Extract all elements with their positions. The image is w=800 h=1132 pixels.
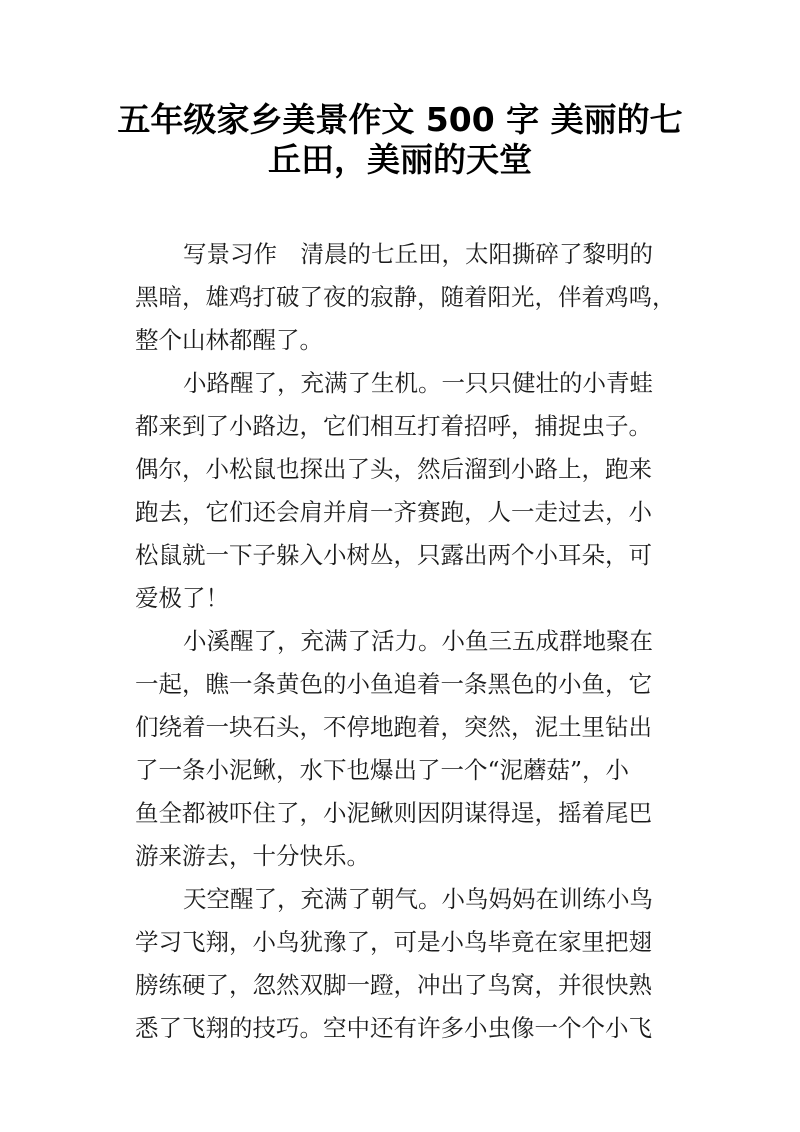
title-line: 丘田，美丽的天堂 (268, 140, 532, 179)
paragraph-line: 一起，瞧一条黄色的小鱼追着一条黑色的小鱼，它 (135, 670, 652, 698)
paragraph-line: 鱼全都被吓住了，小泥鳅则因阴谋得逞，摇着尾巴 (135, 799, 652, 827)
paragraph-line: 跑去，它们还会肩并肩一齐赛跑，人一走过去，小 (135, 498, 652, 526)
document-title (100, 100, 700, 180)
paragraph-line: 整个山林都醒了。 (135, 326, 323, 354)
paragraph-line: 学习飞翔，小鸟犹豫了，可是小鸟毕竟在家里把翅 (135, 928, 652, 956)
paragraph-line: 爱极了！ (135, 584, 229, 612)
paragraph-line: 了一条小泥鳅，水下也爆出了一个“泥蘑菇”，小 (135, 756, 630, 784)
paragraph-line: 悉了飞翔的技巧。空中还有许多小虫像一个个小飞 (135, 1014, 652, 1042)
paragraph-line: 黑暗，雄鸡打破了夜的寂静，随着阳光，伴着鸡鸣， (135, 283, 676, 311)
paragraph (135, 620, 695, 878)
paragraph-line: 松鼠就一下子躲入小树丛，只露出两个小耳朵，可 (135, 541, 652, 569)
paragraph-line: 偶尔，小松鼠也探出了头，然后溜到小路上，跑来 (135, 455, 652, 483)
title-line: 五年级家乡美景作文 500 字 美丽的七 (117, 100, 683, 139)
paragraph-line: 们绕着一块石头，不停地跑着，突然，泥土里钻出 (135, 713, 652, 741)
paragraph-line: 小溪醒了，充满了活力。小鱼三五成群地聚在 (183, 627, 653, 655)
paragraph (135, 878, 695, 1050)
paragraph-line: 小路醒了，充满了生机。一只只健壮的小青蛙 (183, 369, 653, 397)
paragraph-line: 膀练硬了，忽然双脚一蹬，冲出了鸟窝，并很快熟 (135, 971, 652, 999)
paragraph-line: 都来到了小路边，它们相互打着招呼，捕捉虫子。 (135, 412, 652, 440)
paragraph-line: 天空醒了，充满了朝气。小鸟妈妈在训练小鸟 (183, 885, 653, 913)
paragraph-line: 写景习作 清晨的七丘田，太阳撕碎了黎明的 (183, 240, 653, 268)
document-body (135, 233, 695, 1050)
paragraph (135, 362, 695, 620)
paragraph-line: 游来游去，十分快乐。 (135, 842, 370, 870)
paragraph (135, 233, 695, 362)
